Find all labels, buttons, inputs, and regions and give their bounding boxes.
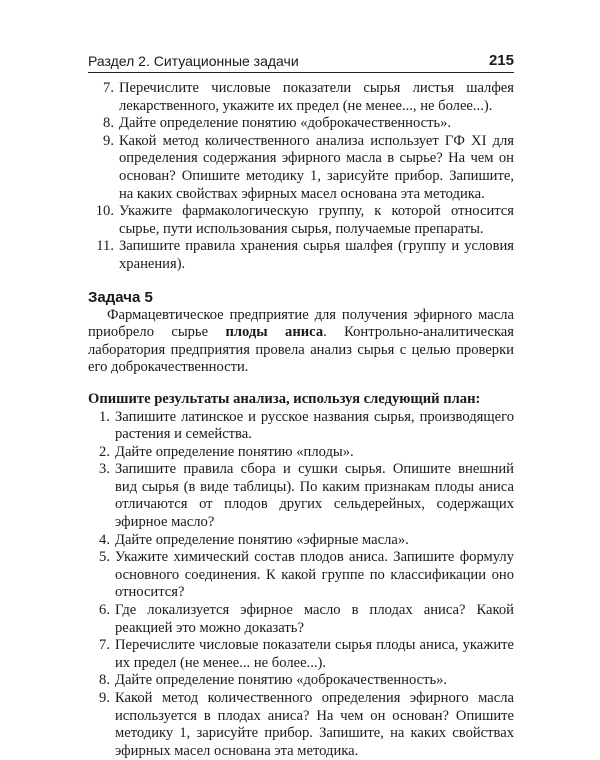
item-text: Какой метод количественного анализа использует ГФ XI для определения содержания эфирного масла в сырье? На чем он основан? Опишите методику 1, зарисуйте прибор. Запишите, на каких свойствах эфирных масел основана эта методика. [119,133,514,203]
task-title: Задача 5 [88,289,514,307]
list-item [88,80,514,115]
running-header [88,52,514,69]
task-intro-end: . Контрольно-аналитическая лаборатория предприятия провела анализ сырья с целью проверки его доброкачественности. [88,324,514,375]
item-text: Дайте определение понятию «эфирные масла». [115,532,514,550]
list-item [88,602,514,637]
list-item [88,444,514,462]
item-text: Укажите фармакологическую группу, к которой относится сырье, пути использования сырья, получаемые препараты. [119,203,514,238]
question-list-previous-task [88,80,514,274]
list-item [88,461,514,531]
task-intro-raw-material: плоды аниса [225,324,323,340]
item-number: 10. [88,203,119,238]
section-title: Раздел 2. Ситуационные задачи [88,53,299,69]
item-text: Перечислите числовые показатели сырья листья шалфея лекарственного, укажите их предел (не менее..., не более...). [119,80,514,115]
task-intro-start: Фармацевтическое предприятие для получения эфирного масла приобрело сырье [88,307,514,341]
item-text: Укажите химический состав плодов аниса. Запишите формулу основного соединения. К какой группе по классификации оно относится? [115,549,514,602]
plan-heading: Опишите результаты анализа, используя следующий план: [88,391,514,409]
header-rule [88,72,514,73]
task-intro [88,307,514,377]
item-text: Какой метод количественного определения эфирного масла используется в плодах аниса? На чем он основан? Опишите методику 1, зарисуйте прибор. Запишите, на каких свойствах эфирных масел основана эта методика. [115,690,514,760]
page-number: 215 [489,52,514,69]
item-text: Запишите правила сбора и сушки сырья. Опишите внешний вид сырья (в виде таблицы). По каким признакам плоды аниса отличаются от плодов других сельдерейных, содержащих эфирное масло? [115,461,514,531]
item-number: 2. [88,444,115,462]
list-item [88,637,514,672]
item-number: 9. [88,690,115,760]
item-text: Дайте определение понятию «доброкачественность». [119,115,514,133]
list-item [88,532,514,550]
item-text: Дайте определение понятию «доброкачественность». [115,672,514,690]
item-number: 6. [88,602,115,637]
item-text: Перечислите числовые показатели сырья плоды аниса, укажите их предел (не менее... не более...). [115,637,514,672]
item-text: Где локализуется эфирное масло в плодах аниса? Какой реакцией это можно доказать? [115,602,514,637]
item-number: 9. [88,133,119,203]
question-list-task-5 [88,409,514,760]
list-item [88,203,514,238]
list-item [88,549,514,602]
item-text: Запишите латинское и русское названия сырья, производящего растения и семейства. [115,409,514,444]
item-number: 7. [88,80,119,115]
item-number: 8. [88,672,115,690]
list-item [88,409,514,444]
list-item [88,133,514,203]
list-item [88,115,514,133]
item-number: 7. [88,637,115,672]
item-number: 11. [88,238,119,273]
list-item [88,672,514,690]
item-text: Запишите правила хранения сырья шалфея (группу и условия хранения). [119,238,514,273]
item-number: 5. [88,549,115,602]
page-content [88,80,514,760]
item-number: 1. [88,409,115,444]
item-number: 3. [88,461,115,531]
item-number: 8. [88,115,119,133]
list-item [88,238,514,273]
item-number: 4. [88,532,115,550]
item-text: Дайте определение понятию «плоды». [115,444,514,462]
